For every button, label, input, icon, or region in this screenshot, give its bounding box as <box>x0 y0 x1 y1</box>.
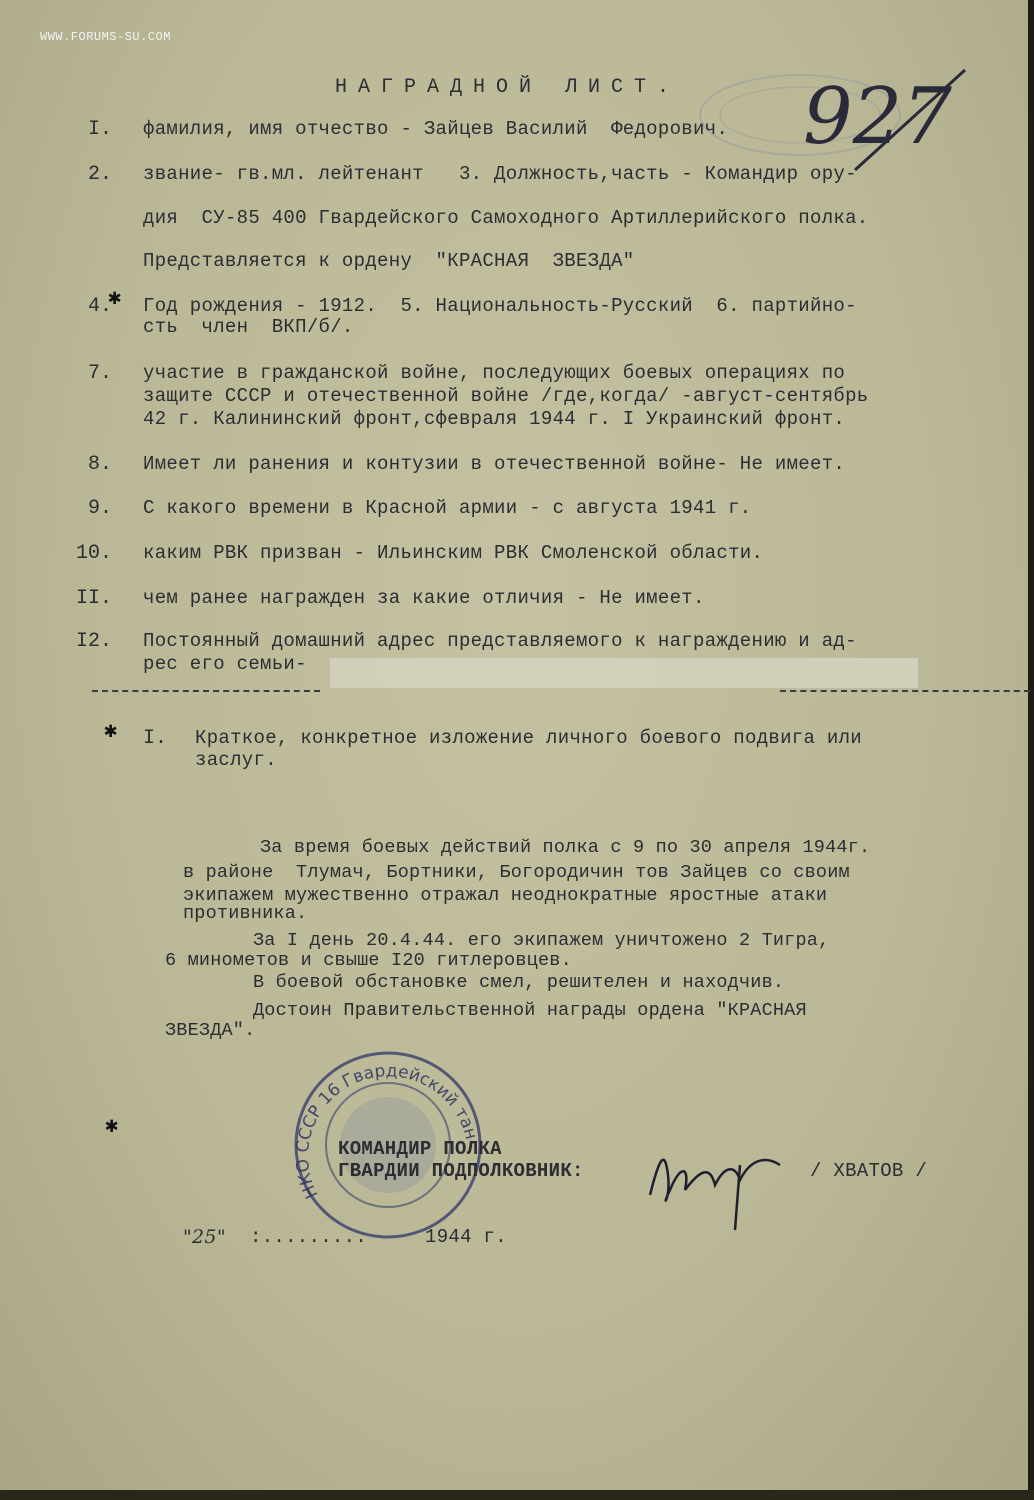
scan-edge-bottom <box>0 1490 1034 1500</box>
item-4-line-2: сть член ВКП/б/. <box>143 316 354 338</box>
item-number-10: 10. <box>76 542 113 565</box>
item-7-line-2: защите СССР и отечественной войне /где,когда/ -август-сентябрь <box>143 385 869 407</box>
narrative-line: ЗВЕЗДА". <box>165 1020 256 1041</box>
section-heading-line-2: заслуг. <box>195 749 277 771</box>
signer-name: / ХВАТОВ / <box>810 1160 928 1182</box>
section-heading-line-1: Краткое, конкретное изложение личного боевого подвига или <box>195 727 863 749</box>
item-10-line-1: каким РВК призван - Ильинским РВК Смоленской области. <box>143 542 764 564</box>
dashed-divider-left <box>92 690 320 692</box>
narrative-line: За I день 20.4.44. его экипажем уничтожено 2 Тигра, <box>253 930 830 951</box>
punch-hole-mark: ✱ <box>105 1114 119 1139</box>
item-number-12: I2. <box>76 630 113 653</box>
item-number-2: 2. <box>88 163 113 186</box>
item-8-line-1: Имеет ли ранения и контузии в отечественной войне- Не имеет. <box>143 453 846 475</box>
narrative-line: В боевой обстановке смел, решителен и находчив. <box>253 972 785 993</box>
dashed-divider-right <box>780 690 1030 692</box>
date-month: :......... <box>250 1226 368 1248</box>
item-12-line-2: рес его семьи- <box>143 653 307 675</box>
punch-hole-mark: ✱ <box>104 719 118 744</box>
item-2-line-2: дия СУ-85 400 Гвардейского Самоходного Артиллерийского полка. <box>143 207 869 229</box>
watermark: WWW.FORUMS-SU.COM <box>40 30 171 44</box>
item-4-line-1: Год рождения - 1912. 5. Национальность-Русский 6. партийно- <box>143 295 857 317</box>
item-number-1: I. <box>88 118 113 141</box>
redacted-address <box>330 658 918 688</box>
item-2-line-3: Представляется к ордену "КРАСНАЯ ЗВЕЗДА" <box>143 250 635 272</box>
date-day: "25" <box>183 1226 226 1248</box>
item-number-9: 9. <box>88 497 113 520</box>
handwritten-signature <box>640 1135 790 1235</box>
item-7-line-3: 42 г. Калининский фронт,сфевраля 1944 г. I Украинский фронт. <box>143 408 846 430</box>
item-number-11: II. <box>76 587 113 610</box>
item-number-7: 7. <box>88 362 113 385</box>
punch-hole-mark: ✱ <box>108 286 122 311</box>
document-title: НАГРАДНОЙ ЛИСТ. <box>335 76 681 99</box>
signature-title-1: КОМАНДИР ПОЛКА <box>338 1138 502 1160</box>
item-1-line-1: фамилия, имя отчество - Зайцев Василий Федорович. <box>143 118 729 140</box>
handwritten-number-text: 927 <box>803 72 952 162</box>
item-2-line-1: звание- гв.мл. лейтенант 3. Должность,часть - Командир ору- <box>143 163 857 185</box>
item-7-line-1: участие в гражданской войне, последующих боевых операциях по <box>143 362 846 384</box>
item-9-line-1: С какого времени в Красной армии - с августа 1941 г. <box>143 497 752 519</box>
item-number-8: 8. <box>88 453 113 476</box>
item-number-4: 4. <box>88 295 113 318</box>
section-number: I. <box>143 727 168 750</box>
date-year: 1944 г. <box>425 1226 507 1248</box>
narrative-line: в районе Тлумач, Бортники, Богородичин тов Зайцев со своим <box>183 862 850 883</box>
stamp-text: НКО СССР 16 Гвардейский тан <box>292 1061 482 1202</box>
item-11-line-1: чем ранее награжден за какие отличия - Не имеет. <box>143 587 705 609</box>
narrative-line: противника. <box>183 903 308 924</box>
item-12-line-1: Постоянный домашний адрес представляемого к награждению и ад- <box>143 630 857 652</box>
narrative-line: 6 минометов и свыше I20 гитлеровцев. <box>165 950 572 971</box>
narrative-line: Достоин Правительственной награды ордена "КРАСНАЯ <box>253 1000 807 1021</box>
narrative-line: За время боевых действий полка с 9 по 30 апреля 1944г. <box>260 837 871 858</box>
date-day-value: 25 <box>192 1226 217 1248</box>
signature-title-2: ГВАРДИИ ПОДПОЛКОВНИК: <box>338 1160 584 1182</box>
scan-edge-right <box>1028 0 1034 1500</box>
narrative-line: экипажем мужественно отражал неоднократные яростные атаки <box>183 885 828 906</box>
